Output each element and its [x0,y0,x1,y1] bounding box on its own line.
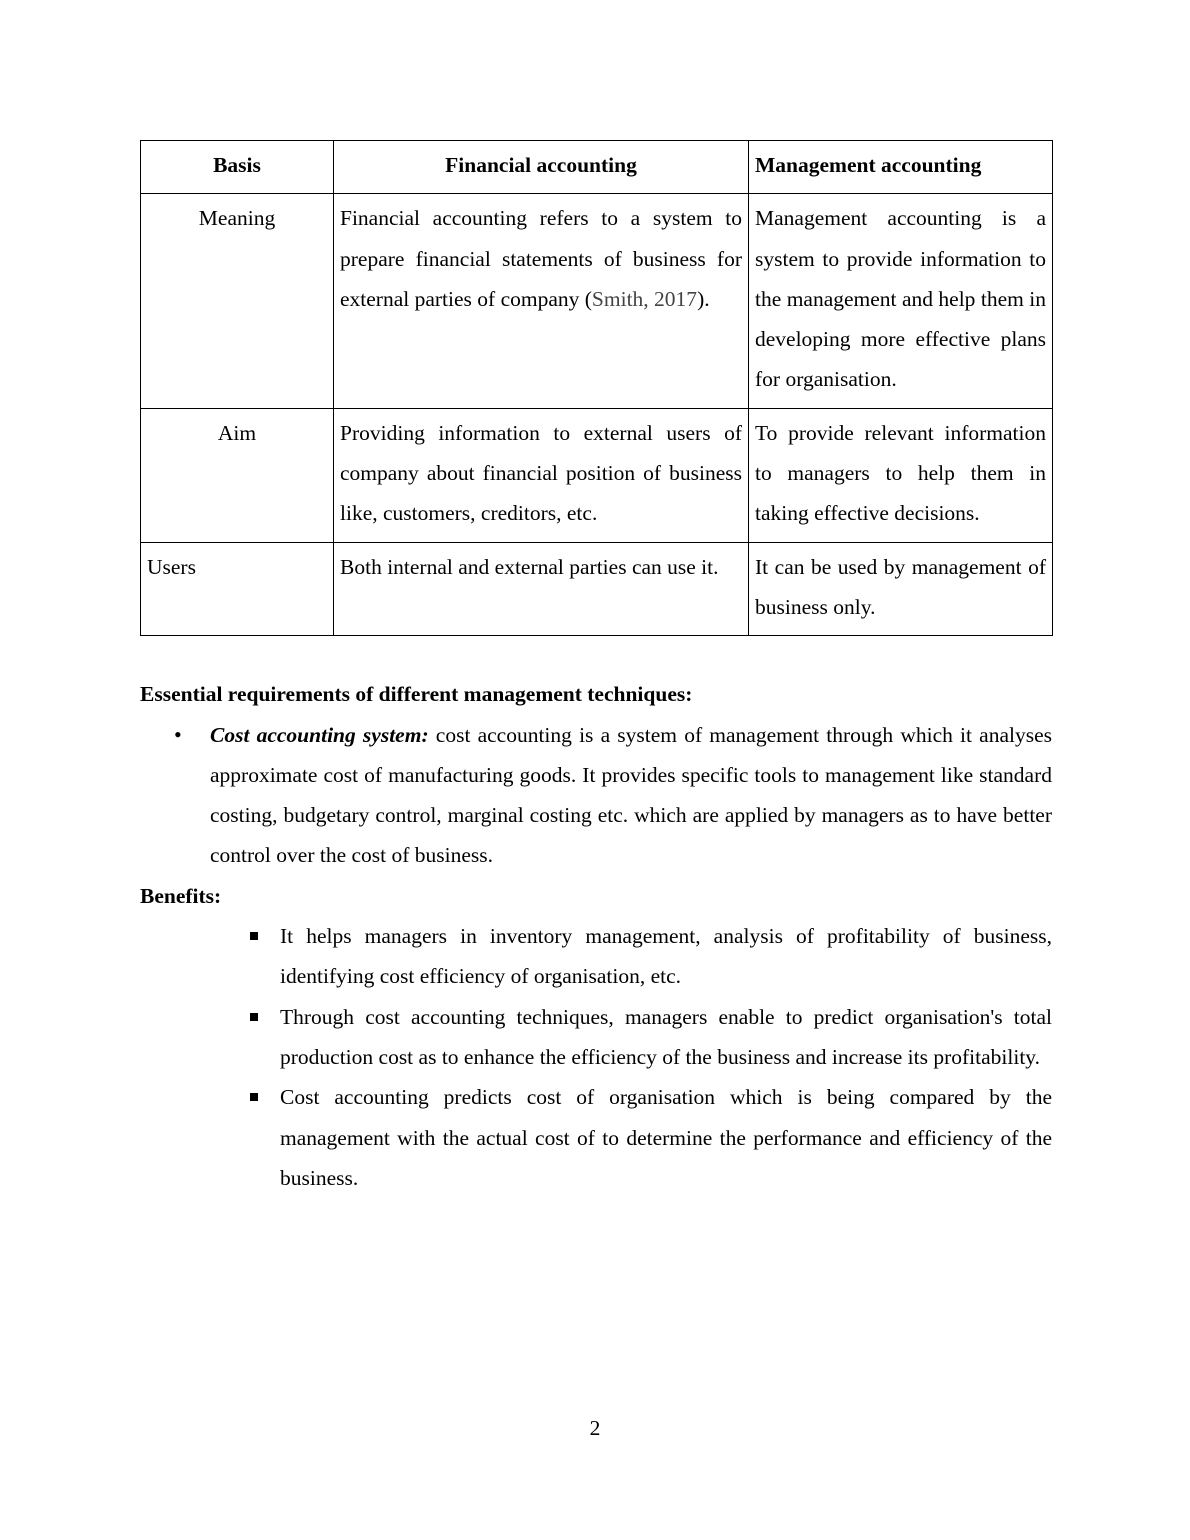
benefit-text: Cost accounting predicts cost of organisation which is being compared by the management with the actual cost of to determine the performance and efficiency of the business. [280,1085,1052,1190]
bullet-lead: Cost accounting system: [210,722,429,747]
table-row [141,194,1053,408]
management-cell: To provide relevant information to managers to help them in taking effective decisions. [749,408,1053,542]
basis-cell: Meaning [141,194,334,408]
financial-text: Financial accounting refers to a system to prepare financial statements of business for external parties of company ( [340,206,742,311]
benefit-text: Through cost accounting techniques, managers enable to predict organisation's total production cost as to enhance the efficiency of the business and increase its profitability. [280,1004,1052,1069]
list-item [140,1077,1052,1198]
page-number: 2 [589,1416,601,1440]
citation: Smith, 2017 [591,286,698,311]
benefit-text: It helps managers in inventory management, analysis of profitability of business, identifying cost efficiency of organisation, etc. [280,924,1052,989]
benefits-list [140,916,1052,1198]
comparison-table [140,140,1053,636]
benefits-heading: Benefits: [140,883,222,908]
square-bullet-icon [250,1013,258,1021]
list-item [140,997,1052,1078]
bullet-dot-icon: • [174,721,182,747]
basis-cell: Users [141,542,334,636]
table-row [141,408,1053,542]
square-bullet-icon [250,932,258,940]
management-cell: It can be used by management of business only. [749,542,1053,636]
list-item [140,916,1052,997]
header-basis: Basis [141,141,334,194]
financial-cell [334,194,749,408]
header-financial-accounting: Financial accounting [334,141,749,194]
basis-cell: Aim [141,408,334,542]
bullet-text: cost accounting is a system of management through which it analyses approximate cost of manufacturing goods. It provides specific tools to management like standard costing, budgetary control, marginal costing etc. which are applied by managers as to have better control over the cost of business. [210,722,1052,868]
table-row [141,542,1053,636]
square-bullet-icon [250,1093,258,1101]
financial-cell: Both internal and external parties can use it. [334,542,749,636]
document-page [140,140,1052,1198]
management-cell: Management accounting is a system to provide information to the management and help them in developing more effective plans for organisation. [749,194,1053,408]
table-header-row [141,141,1053,194]
financial-text-end: ). [697,286,710,311]
financial-cell: Providing information to external users of company about financial position of business like, customers, creditors, etc. [334,408,749,542]
section-heading: Essential requirements of different management techniques: [140,682,693,707]
header-management-accounting: Management accounting [749,141,1053,194]
bullet-item-cost-accounting [140,715,1052,876]
